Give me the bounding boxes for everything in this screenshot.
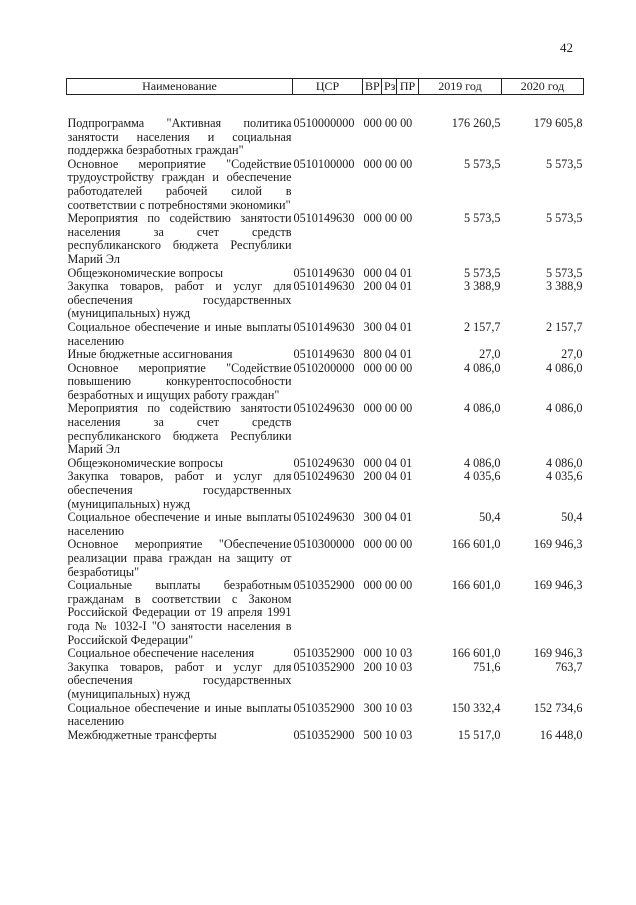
row-codes: 000 00 00 — [363, 211, 413, 226]
row-value-2020: 169 946,3 — [533, 646, 583, 661]
header-vr: ВР — [363, 79, 382, 95]
row-codes: 800 04 01 — [363, 347, 413, 362]
row-csr: 0510352900 — [293, 659, 355, 674]
row-csr: 0510249630 — [293, 401, 355, 416]
row-name: Межбюджетные трансферты — [67, 727, 217, 742]
row-codes: 300 04 01 — [363, 510, 413, 525]
row-value-2020: 179 605,8 — [533, 116, 583, 130]
header-pr: ПР — [397, 79, 419, 95]
row-codes: 000 00 00 — [363, 116, 413, 130]
row-name: Социальные выплаты безработным гражданам в соответствии с Законом Российской Федерации от 19 апреля 1991 года № 1032-I "О занятости населения в Российской Федерации" — [67, 578, 292, 647]
row-value-2019: 751,6 — [473, 659, 501, 674]
row-csr: 0510149630 — [293, 265, 355, 280]
row-value-2020: 4 035,6 — [545, 469, 583, 484]
row-value-2019: 150 332,4 — [451, 700, 501, 715]
row-value-2019: 166 601,0 — [451, 537, 501, 552]
row-codes: 300 10 03 — [363, 700, 413, 715]
row-name: Мероприятия по содействию занятости населения за счет средств республиканского бюджета Республики Марий Эл — [67, 401, 292, 457]
header-2020: 2020 год — [502, 79, 584, 95]
table-row — [67, 95, 584, 158]
row-value-2020: 4 086,0 — [545, 360, 583, 375]
row-value-2019: 2 157,7 — [463, 319, 501, 334]
row-value-2019: 4 086,0 — [463, 360, 501, 375]
row-name: Общеэкономические вопросы — [67, 455, 224, 470]
row-value-2019: 5 573,5 — [463, 211, 501, 226]
row-name: Социальное обеспечение и иные выплаты населению — [67, 700, 292, 729]
row-csr: 0510249630 — [293, 469, 355, 484]
row-value-2019: 5 573,5 — [463, 156, 501, 171]
row-codes: 200 04 01 — [363, 469, 413, 484]
table-row — [67, 661, 584, 702]
row-codes: 000 04 01 — [363, 265, 413, 280]
header-name: Наименование — [67, 79, 293, 95]
table-row — [67, 729, 584, 743]
header-rz: Рз — [382, 79, 397, 95]
table-body — [67, 95, 584, 743]
page-number: 42 — [560, 40, 573, 55]
table-header-row — [67, 79, 584, 95]
row-value-2020: 763,7 — [555, 659, 583, 674]
table-row — [67, 538, 584, 579]
row-csr: 0510000000 — [293, 116, 355, 130]
row-codes: 000 00 00 — [363, 156, 413, 171]
row-name: Основное мероприятие "Содействие повышению конкурентоспособности безработных и ищущих работу граждан" — [67, 360, 292, 402]
row-codes: 500 10 03 — [363, 727, 413, 742]
row-codes: 200 04 01 — [363, 279, 413, 294]
row-codes: 000 04 01 — [363, 455, 413, 470]
row-value-2019: 166 601,0 — [451, 578, 501, 593]
table-row — [67, 457, 584, 471]
row-value-2020: 50,4 — [561, 510, 583, 525]
budget-table — [66, 78, 584, 742]
row-value-2020: 5 573,5 — [545, 156, 583, 171]
row-value-2019: 4 035,6 — [463, 469, 501, 484]
row-value-2020: 5 573,5 — [545, 211, 583, 226]
table-row — [67, 402, 584, 456]
row-codes: 000 10 03 — [363, 646, 413, 661]
row-value-2019: 15 517,0 — [457, 727, 501, 742]
table-row — [67, 579, 584, 647]
row-value-2020: 169 946,3 — [533, 537, 583, 552]
row-value-2019: 27,0 — [479, 347, 501, 362]
row-name: Социальное обеспечение и иные выплаты населению — [67, 319, 292, 348]
row-value-2020: 169 946,3 — [533, 578, 583, 593]
row-name: Основное мероприятие "Обеспечение реализации права граждан на защиту от безработицы" — [67, 537, 292, 579]
row-csr: 0510352900 — [293, 727, 355, 742]
row-name: Социальное обеспечение населения — [67, 646, 255, 661]
row-value-2020: 27,0 — [561, 347, 583, 362]
row-value-2019: 176 260,5 — [451, 116, 501, 130]
table-row — [67, 267, 584, 281]
table-row — [67, 470, 584, 511]
table-row — [67, 158, 584, 212]
table-row — [67, 280, 584, 321]
row-codes: 200 10 03 — [363, 659, 413, 674]
row-value-2019: 4 086,0 — [463, 401, 501, 416]
row-csr: 0510352900 — [293, 578, 355, 593]
row-name: Общеэкономические вопросы — [67, 265, 224, 280]
row-value-2019: 4 086,0 — [463, 455, 501, 470]
row-name: Иные бюджетные ассигнования — [67, 347, 233, 362]
row-name: Подпрограмма "Активная политика занятости населения и социальная поддержка безработных граждан" — [67, 116, 292, 158]
row-csr: 0510149630 — [293, 319, 355, 334]
row-value-2019: 166 601,0 — [451, 646, 501, 661]
row-value-2020: 5 573,5 — [545, 265, 583, 280]
row-csr: 0510100000 — [293, 156, 355, 171]
table-row — [67, 511, 584, 538]
row-name: Основное мероприятие "Содействие трудоустройству граждан и обеспечение работодателей рабочей силой в соответствии с потребностями экономики" — [67, 156, 292, 212]
row-csr: 0510249630 — [293, 455, 355, 470]
row-name: Закупка товаров, работ и услуг для обеспечения государственных (муниципальных) нужд — [67, 279, 292, 321]
header-csr: ЦСР — [293, 79, 363, 95]
table-row — [67, 647, 584, 661]
row-name: Закупка товаров, работ и услуг для обеспечения государственных (муниципальных) нужд — [67, 469, 292, 511]
row-codes: 000 00 00 — [363, 578, 413, 593]
row-name: Социальное обеспечение и иные выплаты населению — [67, 510, 292, 538]
row-csr: 0510300000 — [293, 537, 355, 552]
row-value-2019: 5 573,5 — [463, 265, 501, 280]
row-value-2019: 3 388,9 — [463, 279, 501, 294]
table-row — [67, 702, 584, 729]
row-csr: 0510352900 — [293, 700, 355, 715]
row-csr: 0510149630 — [293, 211, 355, 226]
row-name: Закупка товаров, работ и услуг для обеспечения государственных (муниципальных) нужд — [67, 659, 292, 701]
row-codes: 000 00 00 — [363, 401, 413, 416]
row-csr: 0510149630 — [293, 279, 355, 294]
table-row — [67, 362, 584, 403]
row-csr: 0510149630 — [293, 347, 355, 362]
table-row — [67, 212, 584, 266]
row-csr: 0510249630 — [293, 510, 355, 525]
row-name: Мероприятия по содействию занятости населения за счет средств республиканского бюджета Республики Марий Эл — [67, 211, 292, 266]
row-value-2019: 50,4 — [479, 510, 501, 525]
row-codes: 000 00 00 — [363, 537, 413, 552]
row-value-2020: 2 157,7 — [545, 319, 583, 334]
row-value-2020: 152 734,6 — [533, 700, 583, 715]
row-csr: 0510352900 — [293, 646, 355, 661]
row-codes: 300 04 01 — [363, 319, 413, 334]
row-value-2020: 4 086,0 — [545, 401, 583, 416]
row-value-2020: 4 086,0 — [545, 455, 583, 470]
header-2019: 2019 год — [419, 79, 502, 95]
row-codes: 000 00 00 — [363, 360, 413, 375]
table-row — [67, 348, 584, 362]
row-csr: 0510200000 — [293, 360, 355, 375]
row-value-2020: 3 388,9 — [545, 279, 583, 294]
table-row — [67, 321, 584, 348]
row-value-2020: 16 448,0 — [539, 727, 583, 742]
